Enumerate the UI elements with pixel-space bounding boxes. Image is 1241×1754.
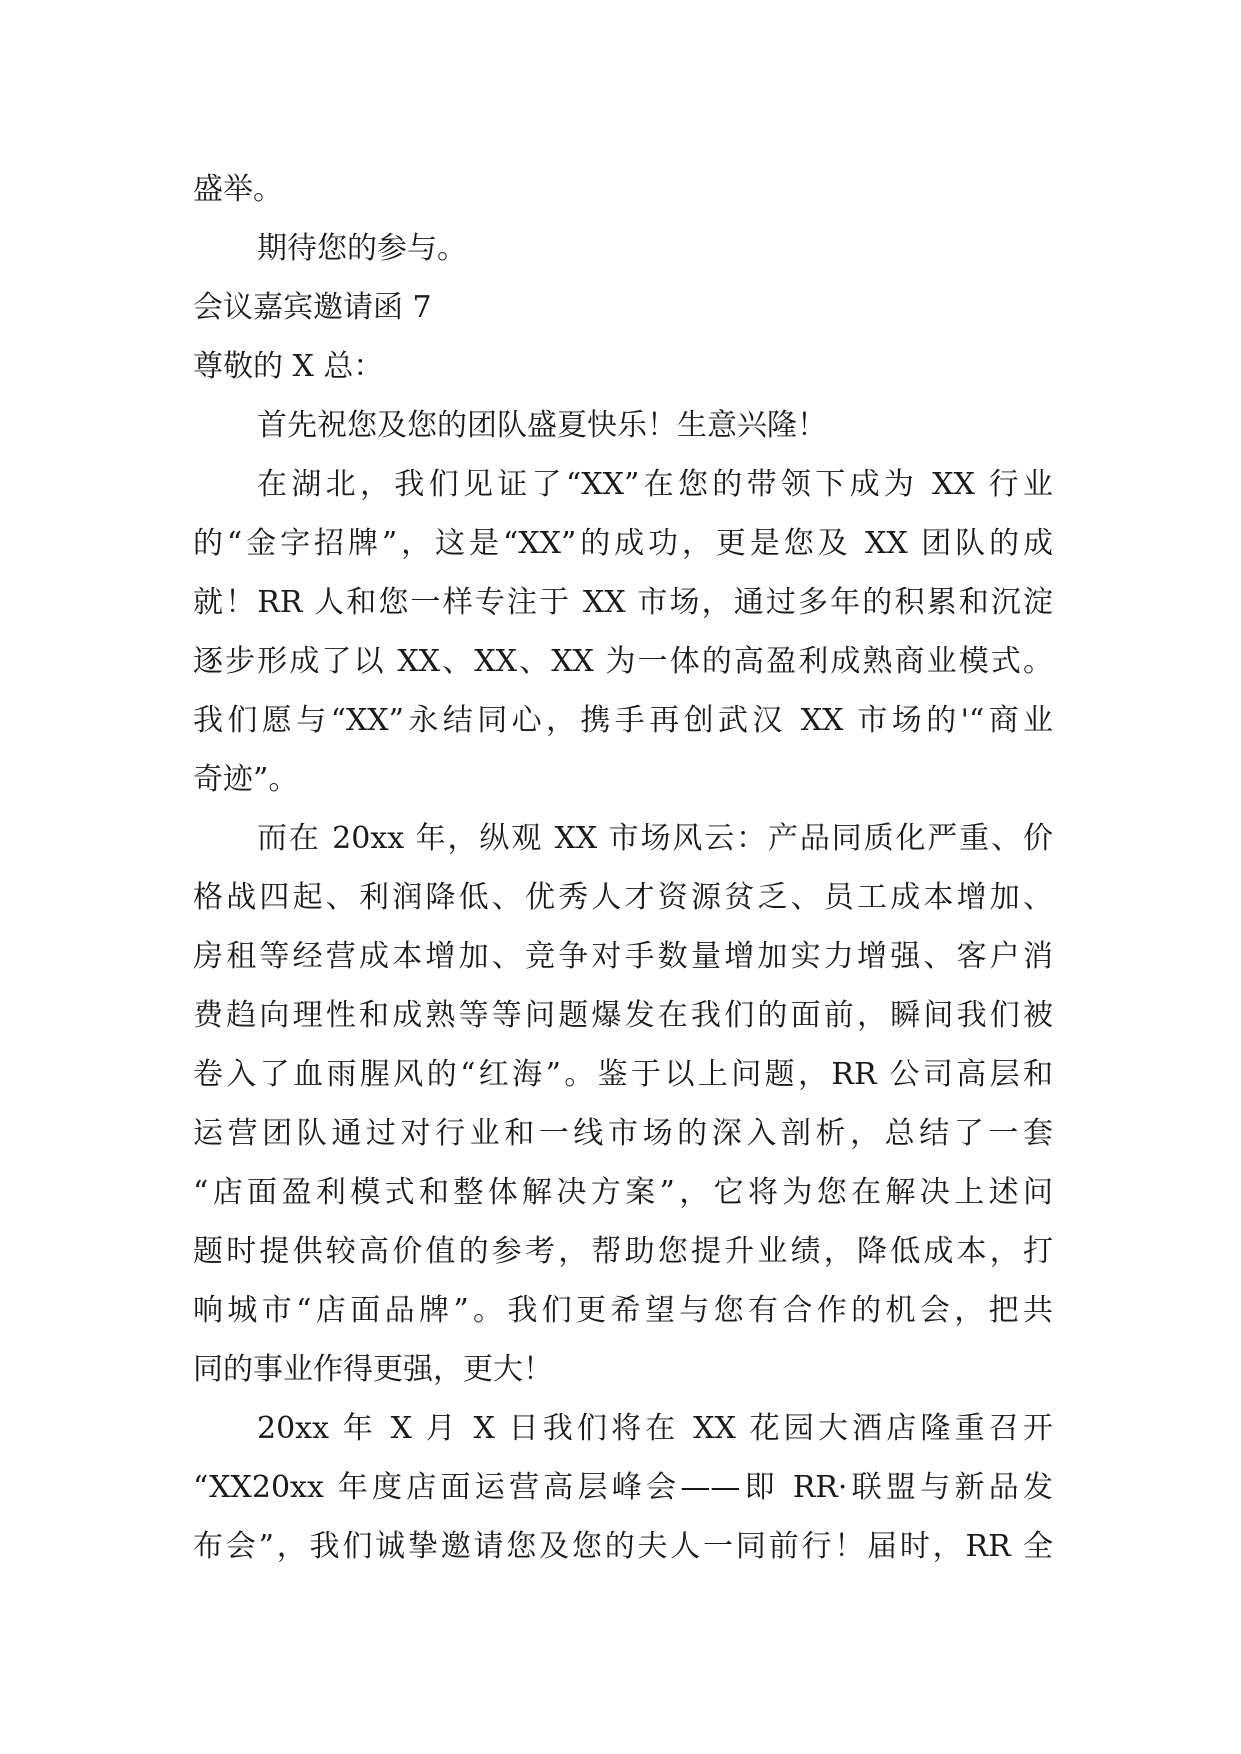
text-line: “XX20xx 年度店面运营高层峰会——即 RR·联盟与新品发 xyxy=(193,1470,1053,1505)
text-line: 题时提供较高价值的参考，帮助您提升业绩，降低成本，打 xyxy=(193,1234,1053,1269)
text-line: 运营团队通过对行业和一线市场的深入剖析，总结了一套 xyxy=(193,1116,1053,1151)
text-line: “店面盈利模式和整体解决方案”，它将为您在解决上述问 xyxy=(193,1175,1053,1210)
text-line: 首先祝您及您的团队盛夏快乐！生意兴隆！ xyxy=(257,408,827,443)
text-line: 奇迹”。 xyxy=(193,762,299,797)
document-body xyxy=(193,160,1053,1576)
text-line: 就！RR 人和您一样专注于 XX 市场，通过多年的积累和沉淀 xyxy=(193,585,1053,620)
text-line: 盛举。 xyxy=(193,172,283,207)
text-line: 会议嘉宾邀请函 7 xyxy=(193,290,432,325)
text-line: 布会”，我们诚挚邀请您及您的夫人一同前行！届时，RR 全 xyxy=(193,1529,1053,1564)
text-line: 同的事业作得更强，更大！ xyxy=(193,1352,553,1387)
text-line: 费趋向理性和成熟等等问题爆发在我们的面前，瞬间我们被 xyxy=(193,998,1053,1033)
text-line: 我们愿与“XX”永结同心，携手再创武汉 XX 市场的'“商业 xyxy=(193,703,1053,738)
text-line: 而在 20xx 年，纵观 XX 市场风云：产品同质化严重、价 xyxy=(257,821,1053,856)
text-line: 的“金字招牌”，这是“XX”的成功，更是您及 XX 团队的成 xyxy=(193,526,1053,561)
text-line: 格战四起、利润降低、优秀人才资源贫乏、员工成本增加、 xyxy=(193,880,1053,915)
text-line: 期待您的参与。 xyxy=(257,231,467,266)
text-line: 响城市“店面品牌”。我们更希望与您有合作的机会，把共 xyxy=(193,1293,1053,1328)
text-line: 尊敬的 X 总： xyxy=(193,349,384,384)
text-line: 房租等经营成本增加、竞争对手数量增加实力增强、客户消 xyxy=(193,939,1053,974)
text-line: 在湖北，我们见证了“XX”在您的带领下成为 XX 行业 xyxy=(257,467,1053,502)
text-line: 20xx 年 X 月 X 日我们将在 XX 花园大酒店隆重召开 xyxy=(257,1411,1053,1446)
text-line: 逐步形成了以 XX、XX、XX 为一体的高盈利成熟商业模式。 xyxy=(193,644,1053,679)
text-line: 卷入了血雨腥风的“红海”。鉴于以上问题，RR 公司高层和 xyxy=(193,1057,1053,1092)
